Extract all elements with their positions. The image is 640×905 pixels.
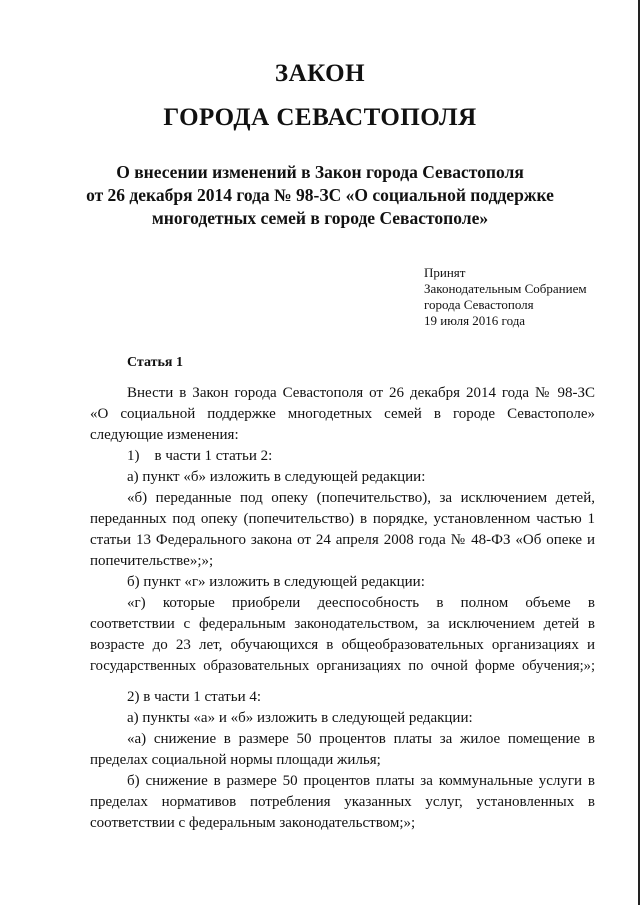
- law-title: ЗАКОН: [274, 60, 366, 87]
- acceptance-line: города Севастополя: [424, 297, 534, 312]
- text-line: а) пункт «б» изложить в следующей редакции:: [127, 469, 426, 485]
- text-line: пределах нормативов потребления указанных услуг, установленных в: [90, 794, 595, 810]
- text-line: переданных под опеку (попечительство) в порядке, установленном частью 1: [90, 511, 595, 527]
- text-line: а) пункты «а» и «б» изложить в следующей редакции:: [127, 710, 473, 726]
- text-line: «б) переданные под опеку (попечительство), за исключением детей,: [127, 490, 595, 506]
- text-line: «О социальной поддержке многодетных семей в городе Севастополе»: [90, 406, 595, 422]
- subtitle-line: О внесении изменений в Закон города Севастополя: [116, 162, 524, 182]
- text-line: б) пункт «г» изложить в следующей редакции:: [127, 574, 425, 590]
- text-line: следующие изменения:: [90, 427, 239, 443]
- text-line: 1) в части 1 статьи 2:: [127, 448, 273, 464]
- text-line: государственных образовательных организациях по очной форме обучения;»;: [90, 658, 595, 674]
- text-line: соответствии с федеральным законодательством, за исключением детей в: [90, 616, 595, 632]
- subtitle-line: от 26 декабря 2014 года № 98-ЗС «О социальной поддержке: [86, 185, 554, 205]
- text-line: б) снижение в размере 50 процентов платы за коммунальные услуги в: [127, 773, 595, 789]
- text-line: «г) которые приобрели дееспособность в полном объеме в: [127, 595, 595, 611]
- acceptance-line: Принят: [424, 265, 466, 280]
- acceptance-line: 19 июля 2016 года: [424, 313, 526, 328]
- text-line: статьи 13 Федерального закона от 24 апреля 2008 года № 48-ФЗ «Об опеке и: [90, 532, 595, 548]
- acceptance-line: Законодательным Собранием: [424, 281, 587, 296]
- article-heading: Статья 1: [127, 355, 183, 370]
- text-line: возрасте до 23 лет, обучающихся в общеобразовательных организациях и: [90, 637, 595, 653]
- subtitle-line: многодетных семей в городе Севастополе»: [151, 208, 489, 228]
- text-line: соответствии с федеральным законодательством;»;: [90, 815, 416, 831]
- text-line: 2) в части 1 статьи 4:: [127, 689, 262, 705]
- text-line: пределах социальной нормы площади жилья;: [90, 752, 381, 768]
- text-line: «а) снижение в размере 50 процентов платы за жилое помещение в: [127, 731, 595, 747]
- law-city: ГОРОДА СЕВАСТОПОЛЯ: [163, 104, 477, 131]
- text-line: Внести в Закон города Севастополя от 26 декабря 2014 года № 98-ЗС: [127, 385, 595, 401]
- text-line: попечительстве»;»;: [90, 553, 214, 569]
